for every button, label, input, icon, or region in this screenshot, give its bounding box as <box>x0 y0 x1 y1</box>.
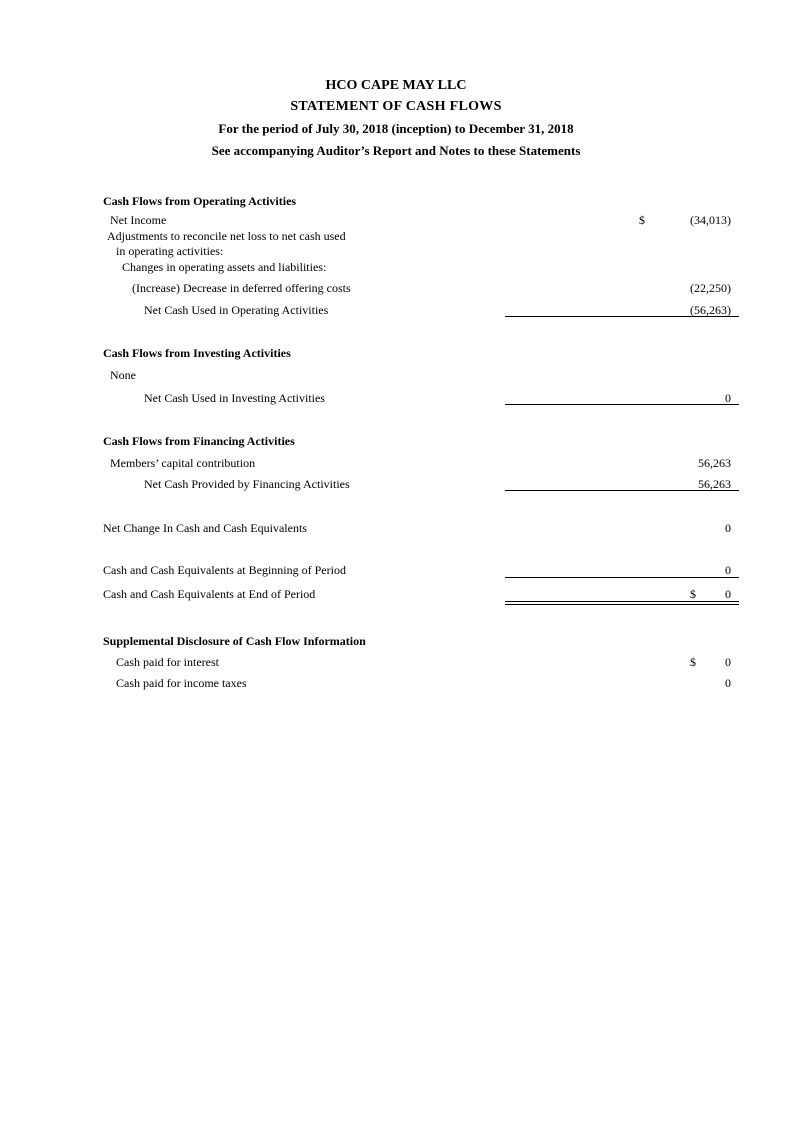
company-name: HCO CAPE MAY LLC <box>325 78 467 93</box>
net-income-label: Net Income <box>110 213 167 227</box>
statement-title: STATEMENT OF CASH FLOWS <box>290 99 502 114</box>
investing-heading: Cash Flows from Investing Activities <box>103 346 291 360</box>
deferred-offering-label: (Increase) Decrease in deferred offering costs <box>132 281 351 295</box>
interest-paid-currency: $ <box>690 655 696 669</box>
operating-net-label: Net Cash Used in Operating Activities <box>144 303 329 317</box>
investing-total-rule <box>505 404 739 405</box>
net-income-currency: $ <box>639 213 645 227</box>
interest-paid-value: 0 <box>725 655 731 669</box>
ending-cash-label: Cash and Cash Equivalents at End of Period <box>103 587 316 601</box>
financing-total-rule <box>505 490 739 491</box>
statement-period: For the period of July 30, 2018 (inception) to December 31, 2018 <box>218 121 574 136</box>
taxes-paid-value: 0 <box>725 676 731 690</box>
operating-total-rule <box>505 316 739 317</box>
statement-note: See accompanying Auditor’s Report and Notes to these Statements <box>211 143 581 158</box>
investing-net-value: 0 <box>725 391 731 405</box>
supplemental-heading: Supplemental Disclosure of Cash Flow Information <box>103 634 366 648</box>
taxes-paid-label: Cash paid for income taxes <box>116 676 247 690</box>
ending-cash-double-rule <box>505 601 739 605</box>
deferred-offering-value: (22,250) <box>690 281 731 295</box>
net-change-value: 0 <box>725 521 731 535</box>
operating-net-value: (56,263) <box>690 303 731 317</box>
beginning-cash-rule <box>505 577 739 578</box>
members-contribution-label: Members’ capital contribution <box>110 456 256 470</box>
investing-net-label: Net Cash Used in Investing Activities <box>144 391 325 405</box>
changes-label: Changes in operating assets and liabilities: <box>122 260 327 274</box>
interest-paid-label: Cash paid for interest <box>116 655 219 669</box>
beginning-cash-value: 0 <box>725 563 731 577</box>
financing-heading: Cash Flows from Financing Activities <box>103 434 295 448</box>
ending-cash-value: 0 <box>725 587 731 601</box>
net-change-label: Net Change In Cash and Cash Equivalents <box>103 521 307 535</box>
adjustments-label-line2: in operating activities: <box>116 244 224 258</box>
operating-heading: Cash Flows from Operating Activities <box>103 194 297 208</box>
adjustments-label-line1: Adjustments to reconcile net loss to net cash used <box>107 229 346 243</box>
financing-net-label: Net Cash Provided by Financing Activities <box>144 477 350 491</box>
net-income-value: (34,013) <box>690 213 731 227</box>
investing-none-label: None <box>110 368 136 382</box>
ending-cash-currency: $ <box>690 587 696 601</box>
members-contribution-value: 56,263 <box>698 456 731 470</box>
financing-net-value: 56,263 <box>698 477 731 491</box>
beginning-cash-label: Cash and Cash Equivalents at Beginning of Period <box>103 563 346 577</box>
